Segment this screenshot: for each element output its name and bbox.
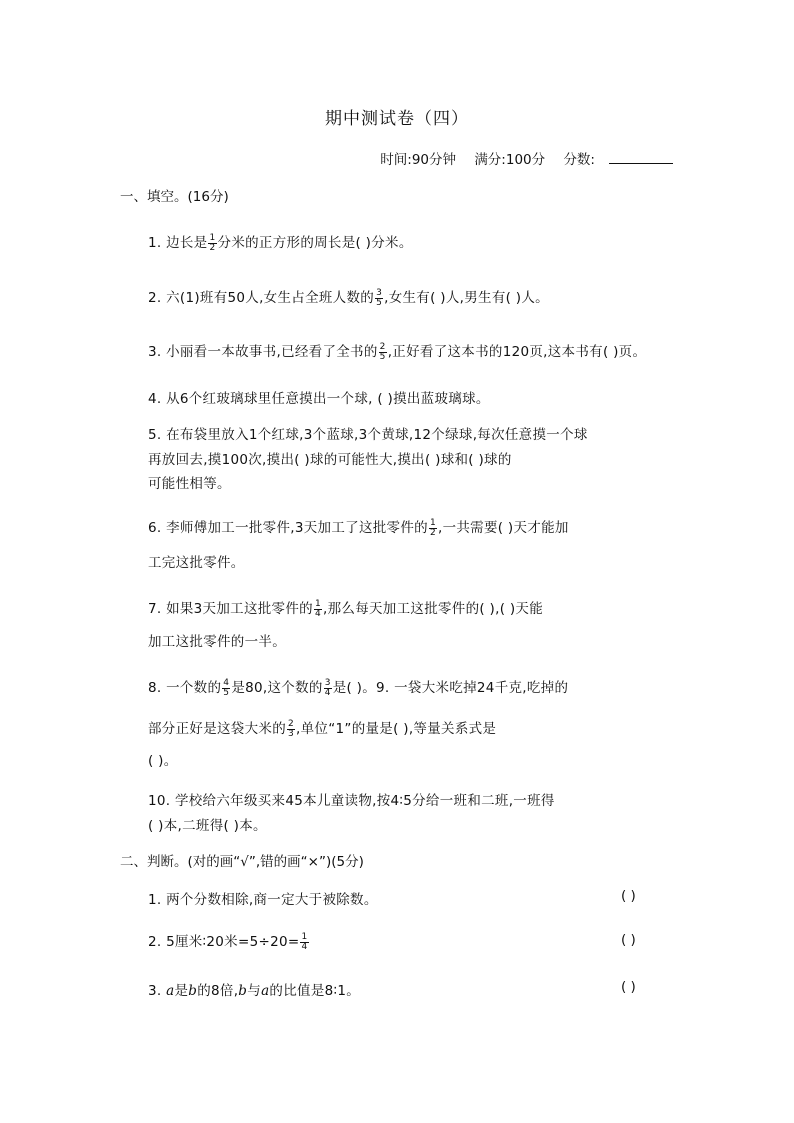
- q9-text-a: 部分正好是这袋大米的: [148, 721, 286, 737]
- q7-text-b: ,那么每天加工这批零件的( ),( )天能: [323, 601, 544, 617]
- question-9-line-2: ( )。: [148, 753, 178, 769]
- question-7: [148, 597, 543, 619]
- question-2: [148, 286, 549, 308]
- j2-fraction: $\frac{1}{4}$: [301, 931, 308, 952]
- section-1-heading: 一、填空。(16分): [120, 189, 229, 205]
- var-b: b: [188, 983, 198, 999]
- q8-text-c: 是( )。9. 一袋大米吃掉24千克,吃掉的: [332, 680, 569, 696]
- judge-1: 1. 两个分数相除,商一定大于被除数。: [148, 892, 378, 908]
- question-10-line-2: ( )本,二班得( )本。: [148, 818, 267, 834]
- question-9: [148, 717, 496, 739]
- exam-meta: [366, 148, 673, 168]
- q1-text-a: 1. 边长是: [148, 235, 208, 251]
- question-8: [148, 676, 568, 698]
- question-5-line-1: 5. 在布袋里放入1个红球,3个蓝球,3个黄球,12个绿球,每次任意摸一个球: [148, 427, 588, 443]
- q2-text-b: ,女生有( )人,男生有( )人。: [384, 290, 549, 306]
- judge-3-answer[interactable]: ( ): [621, 979, 636, 995]
- score-blank[interactable]: [609, 151, 673, 164]
- page-title: 期中测试卷（四）: [325, 109, 469, 129]
- question-5-line-3: 可能性相等。: [148, 476, 231, 492]
- q8-fraction-2: $\frac{3}{4}$: [324, 677, 331, 698]
- question-1: [148, 231, 413, 253]
- q2-fraction: $\frac{3}{5}$: [376, 287, 383, 308]
- q8-text-b: 是80,这个数的: [231, 680, 323, 696]
- q3-fraction: $\frac{2}{5}$: [379, 341, 386, 362]
- q9-text-b: ,单位“1”的量是( ),等量关系式是: [296, 721, 497, 737]
- q9-fraction: $\frac{2}{3}$: [288, 718, 295, 739]
- question-10-line-1: 10. 学校给六年级买来45本儿童读物,按4∶5分给一班和二班,一班得: [148, 793, 555, 809]
- q6-fraction: $\frac{1}{2}$: [429, 517, 436, 538]
- q8-fraction-1: $\frac{4}{5}$: [223, 677, 230, 698]
- j2-text-a: 2. 5厘米∶20米=5÷20=: [148, 934, 300, 950]
- q8-text-a: 8. 一个数的: [148, 680, 222, 696]
- q2-text-a: 2. 六(1)班有50人,女生占全班人数的: [148, 290, 375, 306]
- question-6-line-2: 工完这批零件。: [148, 555, 245, 571]
- q3-text-a: 3. 小丽看一本故事书,已经看了全书的: [148, 344, 378, 360]
- var-a: a: [166, 983, 175, 999]
- q1-text-b: 分米的正方形的周长是( )分米。: [217, 235, 413, 251]
- q3-text-b: ,正好看了这本书的120页,这本书有( )页。: [387, 344, 647, 360]
- score-field[interactable]: [563, 152, 673, 168]
- var-b: b: [238, 983, 248, 999]
- question-3: [148, 340, 646, 362]
- question-6: [148, 516, 569, 538]
- question-7-line-2: 加工这批零件的一半。: [148, 634, 286, 650]
- var-a: a: [261, 983, 270, 999]
- score-label: 分数:: [563, 152, 595, 168]
- section-2-heading: 二、判断。(对的画“√”,错的画“×”)(5分): [120, 854, 364, 870]
- q7-text-a: 7. 如果3天加工这批零件的: [148, 601, 313, 617]
- question-4: 4. 从6个红玻璃球里任意摸出一个球, ( )摸出蓝玻璃球。: [148, 391, 490, 407]
- q7-fraction: $\frac{1}{4}$: [314, 598, 321, 619]
- q6-text-a: 6. 李师傅加工一批零件,3天加工了这批零件的: [148, 520, 428, 536]
- time-limit: 时间:90分钟: [380, 152, 457, 168]
- judge-3: 3. a是b的8倍,b与a的比值是8∶1。: [148, 983, 361, 999]
- q1-fraction: $\frac{1}{2}$: [209, 232, 216, 253]
- judge-2: [148, 930, 310, 952]
- judge-1-answer[interactable]: ( ): [621, 888, 636, 904]
- judge-2-answer[interactable]: ( ): [621, 932, 636, 948]
- q6-text-b: ,一共需要( )天才能加: [437, 520, 569, 536]
- question-5-line-2: 再放回去,摸100次,摸出( )球的可能性大,摸出( )球和( )球的: [148, 452, 512, 468]
- full-score: 满分:100分: [474, 152, 546, 168]
